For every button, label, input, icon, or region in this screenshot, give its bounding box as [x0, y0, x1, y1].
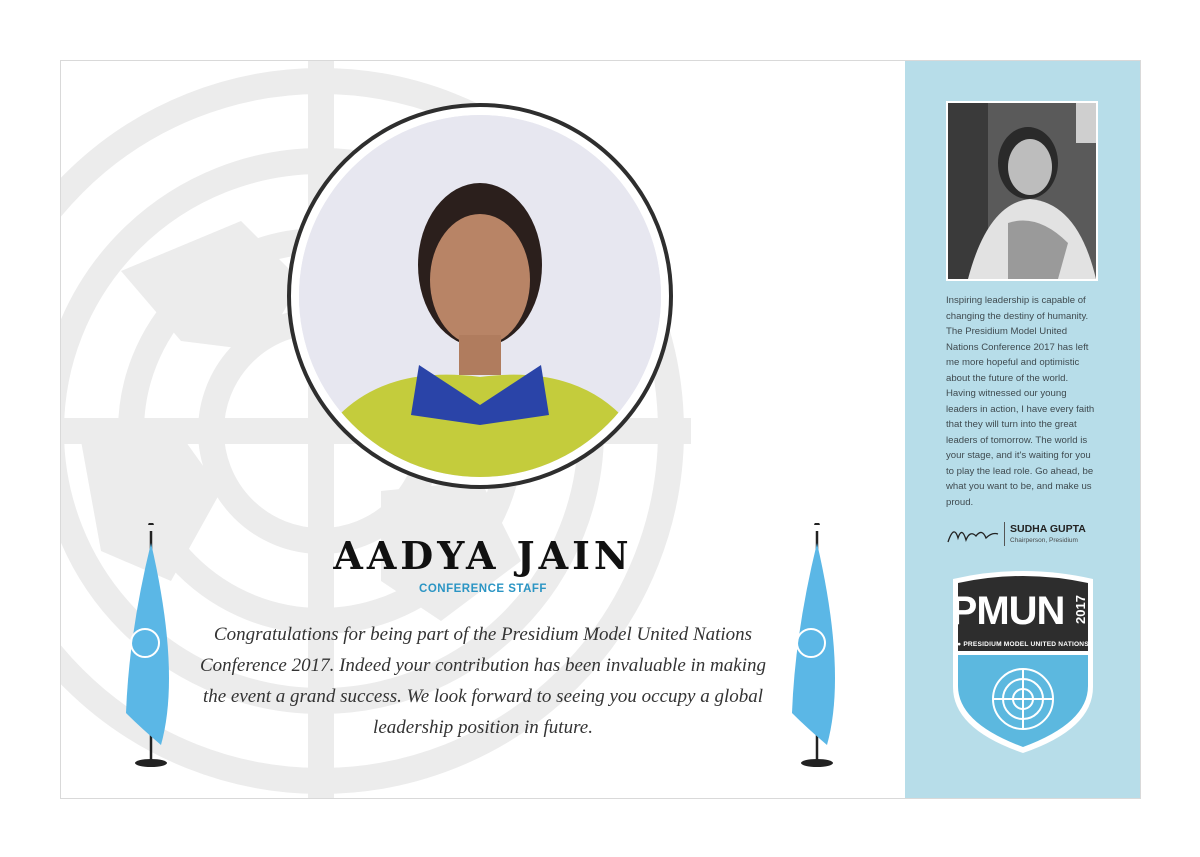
- sidebar-panel: [905, 61, 1140, 798]
- congratulation-message: Congratulations for being part of the Presidium Model United Nations Conference 2017. Indeed your contribution has been invaluable in making the event a grand success. We look forward to seeing you occupy a global leadership position in future.: [199, 624, 766, 738]
- pmun-badge: [949, 569, 1097, 755]
- signature-block: [946, 520, 1116, 548]
- signature-icon: [946, 520, 1000, 548]
- certificate-card: [60, 60, 1141, 799]
- signatory-title: Chairperson, Presidium: [1010, 537, 1078, 544]
- chairperson-portrait-icon: [948, 103, 1096, 279]
- un-flag-left-icon: [121, 523, 181, 773]
- student-photo-frame: [287, 103, 673, 489]
- student-photo: [299, 115, 661, 477]
- un-flag-right-icon: [787, 523, 847, 773]
- chairperson-photo: [946, 101, 1098, 281]
- recipient-role: CONFERENCE STAFF: [419, 583, 547, 595]
- student-portrait-icon: [299, 115, 661, 477]
- signatory-name: SUDHA GUPTA: [1010, 523, 1086, 535]
- recipient-name: AADYA JAIN: [333, 533, 633, 578]
- certificate-main: [61, 61, 905, 798]
- badge-subtitle: ● PRESIDIUM MODEL UNITED NATIONS: [957, 641, 1089, 648]
- badge-year: 2017: [1073, 594, 1089, 624]
- badge-brand: [949, 589, 1097, 634]
- badge-brand-text: PMUN: [950, 589, 1065, 633]
- chairperson-quote: Inspiring leadership is capable of changing the destiny of humanity. The Presidium Model United Nations Conference 2017 has left me more hopeful and optimistic about the future of the world. Having witnessed our young leaders in action, I have every faith that they will turn into the great leaders of tomorrow. The world is your stage, and it's waiting for you to play the lead role. Go ahead, be what you want to be, and make us proud.: [946, 295, 1095, 508]
- signature-divider: [1004, 522, 1005, 546]
